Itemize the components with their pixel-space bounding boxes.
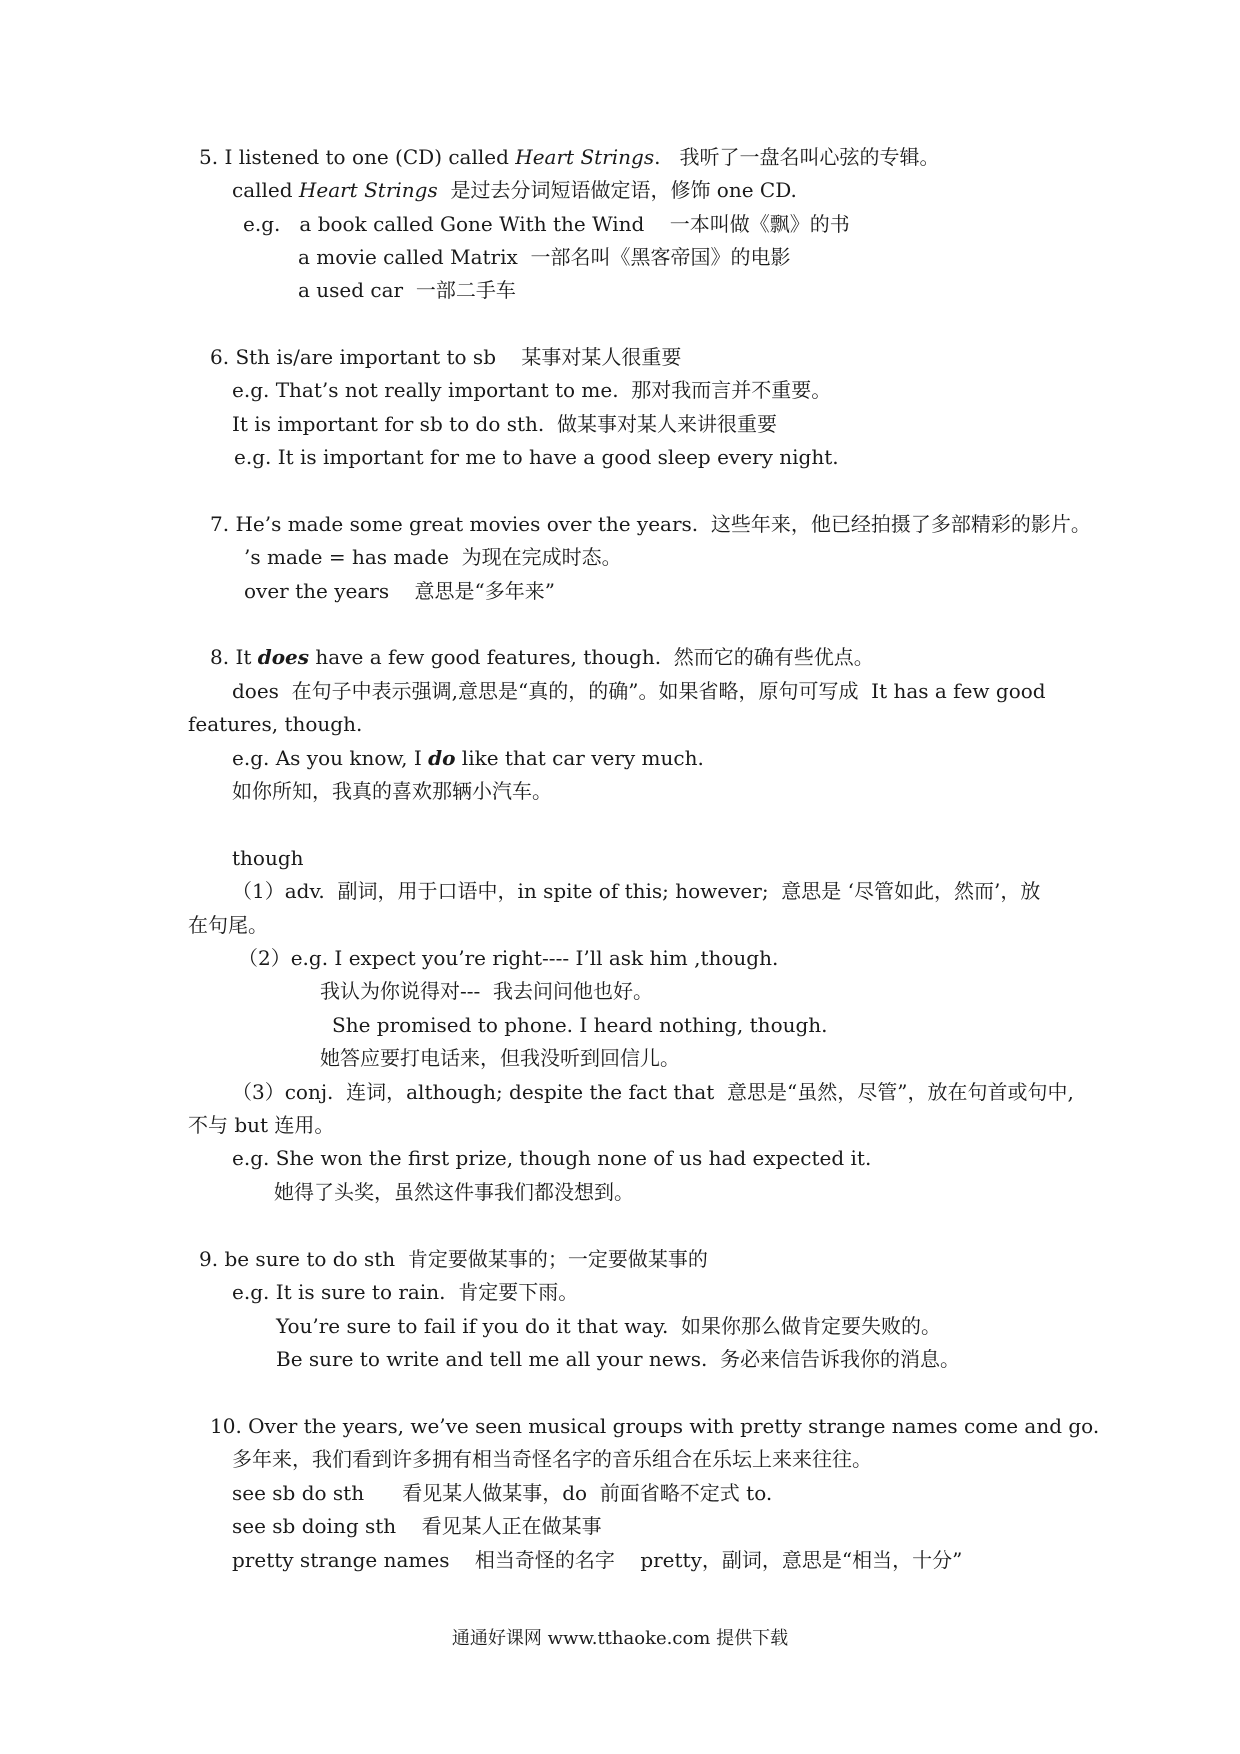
text-line <box>232 376 831 404</box>
text-run: 她答应要打电话来，但我没听到回信儿。 <box>320 1046 680 1070</box>
text-run: Be sure to write and tell me all your news. 务必来信告诉我你的消息。 <box>276 1347 961 1371</box>
text-run: She promised to phone. I heard nothing, though. <box>332 1013 828 1037</box>
text-line <box>232 1278 578 1306</box>
text-line <box>243 210 850 238</box>
text-run: have a few good features, though. 然而它的确有些优点。 <box>309 645 874 669</box>
text-line <box>320 977 653 1005</box>
text-run: like that car very much. <box>455 746 704 770</box>
text-run: 不与 but 连用。 <box>188 1113 335 1137</box>
text-run: e.g. As you know, I <box>232 746 429 770</box>
emphasis-text: does <box>257 645 310 669</box>
text-line <box>232 410 777 438</box>
text-run: e.g. That’s not really important to me. 那对我而言并不重要。 <box>232 378 832 402</box>
text-line <box>332 1011 828 1039</box>
text-run: a used car 一部二手车 <box>298 278 516 302</box>
page-footer: 通通好课网 www.tthaoke.com 提供下载 <box>451 1628 789 1649</box>
text-run: You’re sure to fail if you do it that way. 如果你那么做肯定要失败的。 <box>276 1314 942 1338</box>
text-line <box>298 276 516 304</box>
text-line <box>238 944 778 972</box>
text-run: 多年来，我们看到许多拥有相当奇怪名字的音乐组合在乐坛上来来往往。 <box>232 1447 872 1471</box>
text-run: 她得了头奖，虽然这件事我们都没想到。 <box>274 1180 634 1204</box>
text-run: 9. be sure to do sth 肯定要做某事的；一定要做某事的 <box>199 1247 708 1271</box>
text-run: see sb doing sth 看见某人正在做某事 <box>232 1514 602 1538</box>
text-run: 5. I listened to one (CD) called <box>199 145 516 169</box>
text-run: （1）adv. 副词，用于口语中，in spite of this; however; 意思是 ‘尽管如此，然而’，放 <box>232 879 1041 903</box>
text-run: though <box>232 846 304 870</box>
text-line <box>232 777 552 805</box>
text-run: e.g. It is important for me to have a good sleep every night. <box>234 445 839 469</box>
text-run: 在句尾。 <box>188 913 268 937</box>
emphasis-text: Heart Strings <box>515 145 655 169</box>
text-line <box>244 543 622 571</box>
text-run: 8. It <box>210 645 258 669</box>
text-line <box>199 1245 708 1273</box>
text-run: e.g. a book called Gone With the Wind 一本叫做《飘》的书 <box>243 212 850 236</box>
text-line <box>244 577 555 605</box>
text-run: a movie called Matrix 一部名叫《黑客帝国》的电影 <box>298 245 791 269</box>
emphasis-text: do <box>428 746 456 770</box>
text-run: 我认为你说得对--- 我去问问他也好。 <box>320 979 653 1003</box>
text-line <box>234 443 839 471</box>
text-line <box>210 1412 1099 1440</box>
text-run: see sb do sth 看见某人做某事，do 前面省略不定式 to. <box>232 1481 773 1505</box>
text-line <box>232 1144 871 1172</box>
text-line <box>232 1078 1074 1106</box>
text-run: 10. Over the years, we’ve seen musical groups with pretty strange names come and go. <box>210 1414 1100 1438</box>
text-run: does 在句子中表示强调,意思是“真的，的确”。如果省略，原句可写成 It has a few good <box>232 679 1046 703</box>
text-line <box>210 510 1091 538</box>
text-line <box>199 143 940 171</box>
text-line <box>232 877 1040 905</box>
text-line <box>188 710 362 738</box>
text-run: （3）conj. 连词，although; despite the fact that 意思是“虽然，尽管”，放在句首或句中, <box>232 1080 1074 1104</box>
text-line <box>298 243 790 271</box>
text-line <box>232 844 304 872</box>
text-line <box>232 1512 602 1540</box>
text-line <box>188 1111 334 1139</box>
text-line <box>232 176 797 204</box>
text-line <box>320 1044 680 1072</box>
text-run: features, though. <box>188 712 363 736</box>
text-run: 是过去分词短语做定语，修饰 one CD. <box>437 178 797 202</box>
text-run: 6. Sth is/are important to sb 某事对某人很重要 <box>210 345 682 369</box>
text-line <box>188 911 268 939</box>
text-line <box>232 744 704 772</box>
text-run: e.g. She won the first prize, though none of us had expected it. <box>232 1146 872 1170</box>
text-run: e.g. It is sure to rain. 肯定要下雨。 <box>232 1280 579 1304</box>
text-run: （2）e.g. I expect you’re right---- I’ll ask him ,though. <box>238 946 779 970</box>
text-line <box>232 1445 872 1473</box>
text-line <box>232 677 1046 705</box>
text-run: ’s made = has made 为现在完成时态。 <box>244 545 622 569</box>
text-run: over the years 意思是“多年来” <box>244 579 555 603</box>
text-run: pretty strange names 相当奇怪的名字 pretty，副词，意思是“相当，十分” <box>232 1548 963 1572</box>
text-line <box>232 1479 772 1507</box>
text-run: 如你所知，我真的喜欢那辆小汽车。 <box>232 779 552 803</box>
text-line <box>210 343 681 371</box>
text-line <box>210 643 874 671</box>
text-run: It is important for sb to do sth. 做某事对某人来讲很重要 <box>232 412 777 436</box>
text-line <box>232 1546 962 1574</box>
text-line <box>276 1312 941 1340</box>
emphasis-text: Heart Strings <box>298 178 438 202</box>
text-run: . 我听了一盘名叫心弦的专辑。 <box>654 145 940 169</box>
text-line <box>276 1345 960 1373</box>
text-run: called <box>232 178 299 202</box>
text-run: 7. He’s made some great movies over the years. 这些年来，他已经拍摄了多部精彩的影片。 <box>210 512 1091 536</box>
text-line <box>274 1178 634 1206</box>
